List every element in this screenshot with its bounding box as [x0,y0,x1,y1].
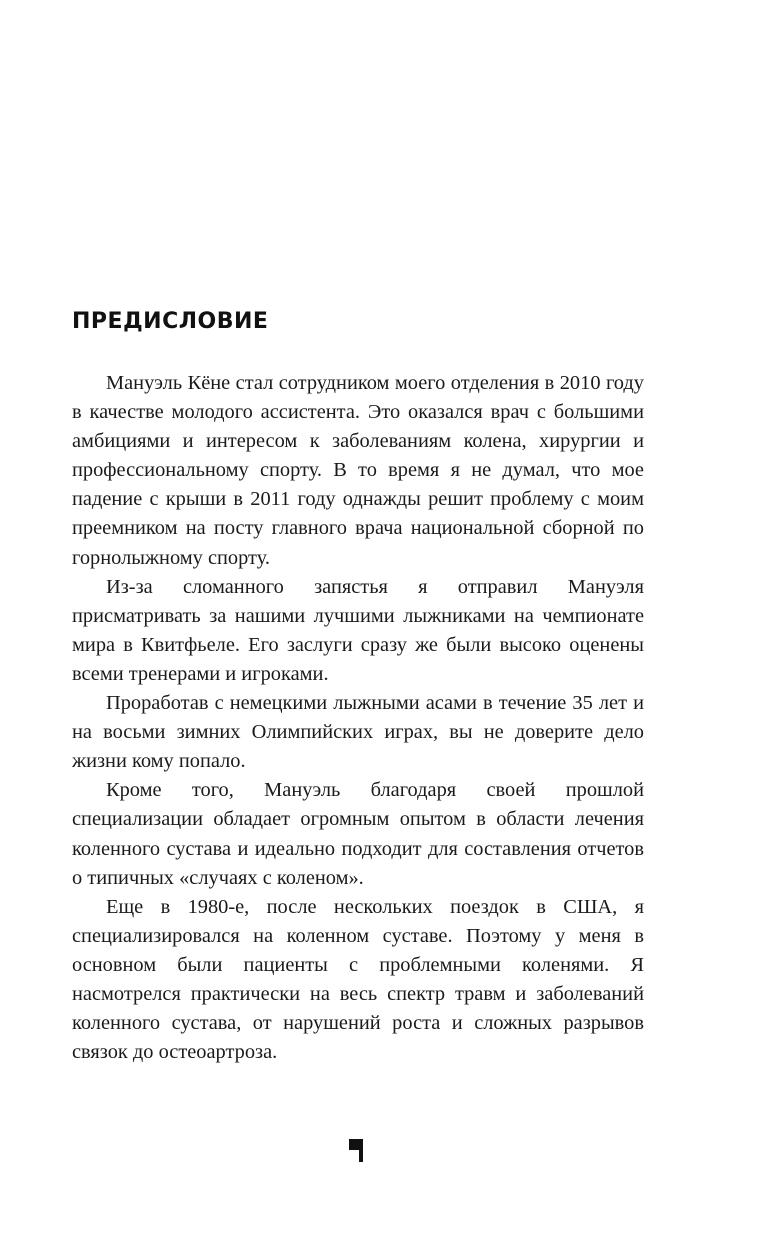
paragraph: Кроме того, Мануэль благодаря своей прошлой специализации обладает огромным опытом в области лечения коленного сустава и идеально подходит для составления отчетов о типичных «случаях с коленом». [72,779,644,889]
paragraph: Из-за сломанного запястья я отправил Мануэля присматривать за нашими лучшими лыжниками на чемпионате мира в Квитфьеле. Его заслуги сразу же были высоко оценены всеми тренерами и игроками. [72,575,644,685]
chapter-heading: ПРЕДИСЛОВИЕ [72,309,269,334]
page-number-mark-icon [347,1136,367,1166]
body-text [72,369,644,1067]
paragraph: Мануэль Кёне стал сотрудником моего отделения в 2010 году в качестве молодого ассистента. Это оказался врач с большими амбициями и интересом к заболеваниям колена, хирургии и профессиональному спорту. В то время я не думал, что мое падение с крыши в 2011 году однажды решит проблему с моим преемником на посту главного врача национальной сборной по горнолыжному спорту. [72,372,644,569]
paragraph: Еще в 1980-е, после нескольких поездок в США, я специализировался на коленном суставе. Поэтому у меня в основном были пациенты с проблемными коленями. Я насмотрелся практически на весь спектр травм и заболеваний коленного сустава, от нарушений роста и сложных разрывов связок до остеоартроза. [72,895,644,1064]
paragraph: Проработав с немецкими лыжными асами в течение 35 лет и на восьми зимних Олимпийских играх, вы не доверите дело жизни кому попало. [72,692,644,773]
